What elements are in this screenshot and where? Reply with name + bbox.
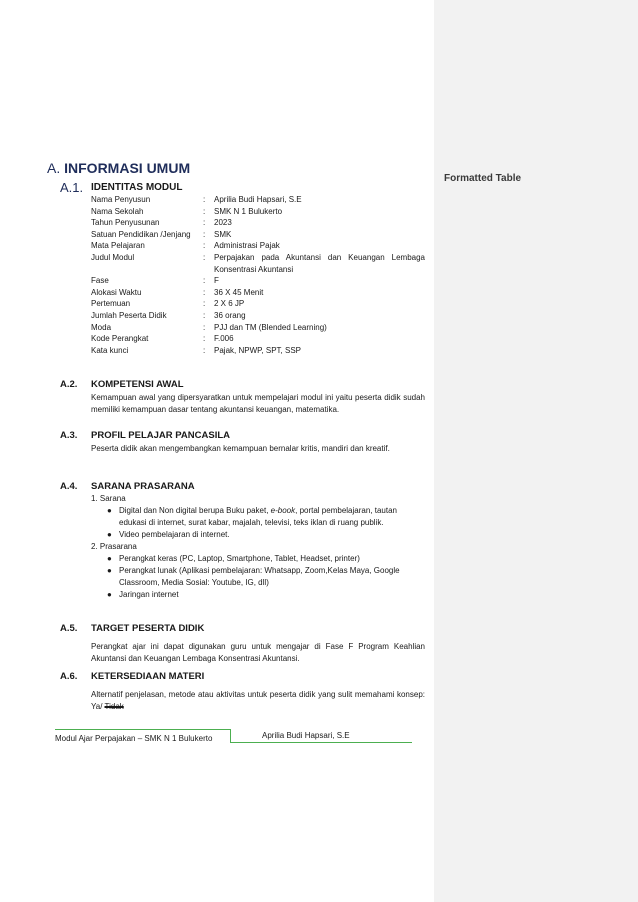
table-row [91, 217, 425, 229]
row-label: Kata kunci [91, 345, 129, 355]
a1-title: IDENTITAS MODUL [91, 182, 183, 193]
section-heading [47, 160, 190, 176]
row-colon: : [203, 299, 206, 309]
section-number: A. [47, 160, 61, 176]
row-label: Tahun Penyusunan [91, 218, 160, 228]
row-colon: : [203, 241, 206, 251]
a5-number: A.5. [60, 623, 78, 634]
row-value: 2023 [214, 218, 232, 228]
a4-title: SARANA PRASARANA [91, 481, 195, 492]
table-row [91, 287, 425, 299]
a4-list [91, 493, 425, 601]
a2-text: Kemampuan awal yang dipersyaratkan untuk mempelajari modul ini yaitu peserta didik sudah memiliki kemampuan dasar tentang akuntansi keuangan, matematika. [91, 393, 425, 414]
footer-divider [55, 729, 231, 730]
a3-number: A.3. [60, 430, 78, 441]
list-item [107, 529, 425, 541]
strikethrough-option: Tidak [104, 702, 124, 711]
prasarana-label: 2. Prasarana [91, 542, 137, 551]
row-value: F.006 [214, 334, 234, 344]
prasarana-item-3: Jaringan internet [119, 590, 179, 599]
a6-number: A.6. [60, 671, 78, 682]
a2-title: KOMPETENSI AWAL [91, 379, 184, 390]
section-title: INFORMASI UMUM [64, 160, 191, 176]
row-value: F [214, 276, 219, 286]
list-item [107, 589, 425, 601]
row-colon: : [203, 276, 206, 286]
a3-text: Peserta didik akan mengembangkan kemampuan bernalar kritis, mandiri dan kreatif. [91, 444, 390, 453]
a4-number: A.4. [60, 481, 78, 492]
table-row [91, 298, 425, 310]
row-value: 36 X 45 Menit [214, 287, 264, 297]
table-row [91, 252, 425, 275]
row-value: 2 X 6 JP [214, 299, 245, 309]
bullet: ● [107, 554, 112, 563]
row-value: Aprilia Budi Hapsari, S.E [214, 195, 302, 204]
row-colon: : [203, 229, 206, 239]
bullet: ● [107, 530, 112, 539]
row-value: Administrasi Pajak [214, 241, 280, 251]
list-item [107, 565, 425, 589]
table-row [91, 310, 425, 322]
footer-divider [230, 729, 231, 743]
footer-module-title: Modul Ajar Perpajakan – SMK N 1 Bulukerto [55, 734, 213, 743]
row-label: Judul Modul [91, 252, 135, 262]
row-colon: : [203, 334, 206, 344]
prasarana-item-2: Perangkat lunak (Aplikasi pembelajaran: Whatsapp, Zoom,Kelas Maya, Google Classroom, Media Sosial: Youtube, IG, dll) [119, 566, 400, 587]
row-value: Pajak, NPWP, SPT, SSP [214, 345, 301, 355]
a5-title: TARGET PESERTA DIDIK [91, 623, 205, 634]
row-value: Perpajakan pada Akuntansi dan Keuangan Lembaga Konsentrasi Akuntansi [214, 252, 425, 274]
row-label: Pertemuan [91, 299, 131, 309]
footer-author: Aprilia Budi Hapsari, S.E [262, 731, 350, 740]
row-colon: : [203, 206, 206, 216]
row-label: Nama Penyusun [91, 195, 151, 204]
sarana-item-2: Video pembelajaran di internet. [119, 530, 230, 539]
a6-title: KETERSEDIAAN MATERI [91, 671, 205, 682]
list-item [107, 553, 425, 565]
table-row [91, 229, 425, 241]
table-row [91, 333, 425, 345]
row-label: Kode Perangkat [91, 334, 149, 344]
row-colon: : [203, 322, 206, 332]
row-label: Satuan Pendidikan /Jenjang [91, 229, 191, 239]
a6-text: Alternatif penjelasan, metode atau aktivitas untuk peserta didik yang sulit memahami konsep: Ya/ Tidak [91, 690, 425, 711]
sarana-label: 1. Sarana [91, 494, 126, 503]
row-colon: : [203, 252, 206, 262]
row-colon: : [203, 310, 206, 320]
formatted-table-note: Formatted Table [444, 173, 522, 184]
row-value: 36 orang [214, 310, 246, 320]
sarana-item-1: Digital dan Non digital berupa Buku paket, e-book, portal pembelajaran, tautan edukasi di internet, surat kabar, majalah, televisi, teks iklan di ruang publik. [119, 506, 397, 527]
row-label: Alokasi Waktu [91, 287, 142, 297]
row-label: Nama Sekolah [91, 206, 144, 216]
row-label: Mata Pelajaran [91, 241, 145, 251]
bullet: ● [107, 566, 112, 575]
table-row [91, 240, 425, 252]
row-value: SMK [214, 229, 232, 239]
table-row [91, 345, 425, 357]
row-value: PJJ dan TM (Blended Learning) [214, 322, 327, 332]
table-row [91, 206, 425, 218]
table-row [91, 194, 425, 206]
row-label: Fase [91, 276, 109, 286]
row-label: Moda [91, 322, 112, 332]
row-value: SMK N 1 Bulukerto [214, 206, 283, 216]
a3-title: PROFIL PELAJAR PANCASILA [91, 430, 230, 441]
prasarana-item-1: Perangkat keras (PC, Laptop, Smartphone, Tablet, Headset, printer) [119, 554, 360, 563]
table-row [91, 322, 425, 334]
list-item [107, 505, 425, 529]
comment-sidebar [434, 0, 638, 902]
bullet: ● [107, 590, 112, 599]
footer-divider [230, 742, 412, 743]
bullet: ● [107, 506, 112, 515]
table-row [91, 275, 425, 287]
row-colon: : [203, 345, 206, 355]
a5-text: Perangkat ajar ini dapat digunakan guru untuk mengajar di Fase F Program Keahlian Akuntansi dan Keuangan Lembaga Konsentrasi Akuntansi. [91, 642, 425, 663]
identity-table [91, 194, 425, 356]
row-label: Jumlah Peserta Didik [91, 310, 167, 320]
a2-number: A.2. [60, 379, 78, 390]
row-colon: : [203, 287, 206, 297]
row-colon: : [203, 195, 206, 204]
row-colon: : [203, 218, 206, 228]
a1-number: A.1. [60, 180, 84, 195]
